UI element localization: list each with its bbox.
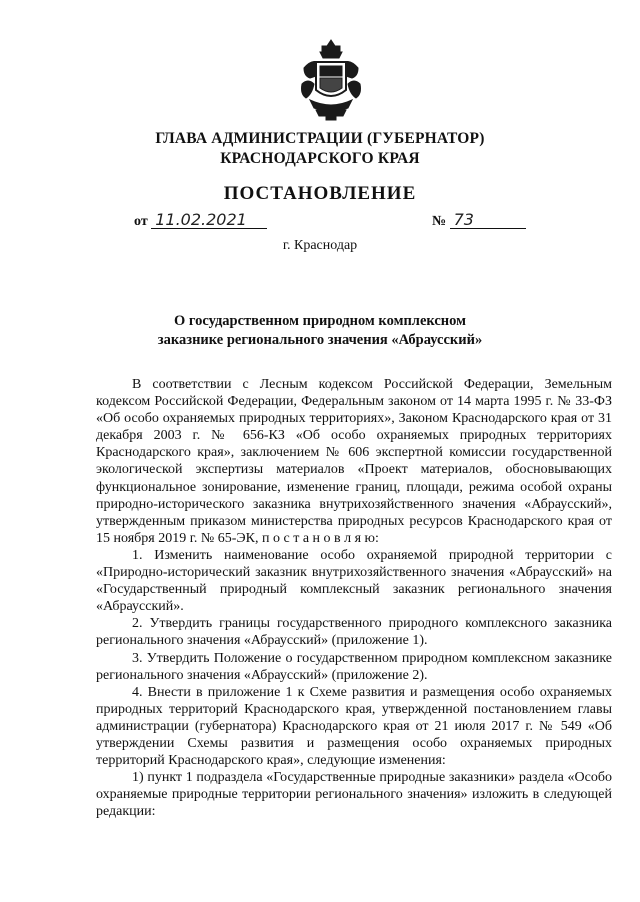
intro-paragraph: В соответствии с Лесным кодексом Российской Федерации, Земельным кодексом Российской Федерации, Федеральным законом от 14 марта 1995 г. № 33-ФЗ «Об особо охраняемых природных территориях», Законом Краснодарского края от 31 декабря 2003 г. № 656-КЗ «Об особо охраняемых природных территориях Краснодарского края», заключением № 606 экспертной комиссии государственной экологической экспертизы материалов «Проект материалов, обосновывающих функциональное зонирование, изменение границ, площади, режима особой охраны природно-исторического заказника внутрихозяйственного значения «Абраусский», утвержденным приказом министерства природных ресурсов Краснодарского края от 15 ноября 2019 г. № 65-ЭК, п о с т а н о в л я ю:	[96, 377, 612, 546]
krasnodar-coat-of-arms-icon	[296, 38, 366, 122]
paragraph-3: 3. Утвердить Положение о государственном природном комплексном заказнике регионального значения «Абраусский» (приложение 2).	[96, 650, 612, 683]
number-value: 73	[450, 212, 526, 229]
city-line: г. Краснодар	[282, 238, 358, 253]
title-line2: заказнике регионального значения «Абраусский»	[157, 332, 483, 348]
date-value: 11.02.2021	[151, 212, 267, 229]
paragraph-1: 1. Изменить наименование особо охраняемой природной территории с «Природно-исторический заказник внутрихозяйственного значения «Абраусский» на «Государственный природный комплексный заказник регионального значения «Абраусский».	[96, 547, 612, 615]
date-line	[134, 212, 267, 230]
authority-name-line2: КРАСНОДАРСКОГО КРАЯ	[220, 150, 420, 167]
number-line	[432, 212, 526, 230]
document-body	[96, 376, 612, 820]
document-title	[0, 312, 640, 350]
title-line1: О государственном природном комплексном	[173, 313, 467, 329]
number-label: №	[432, 214, 447, 229]
paragraph-2: 2. Утвердить границы государственного природного комплексного заказника регионального значения «Абраусский» (приложение 1).	[96, 616, 612, 649]
document-type-heading: ПОСТАНОВЛЕНИЕ	[223, 183, 417, 204]
paragraph-4: 4. Внести в приложение 1 к Схеме развития и размещения особо охраняемых природных территорий Краснодарского края, утвержденной постановлением главы администрации (губернатора) Краснодарского края от 21 июля 2017 г. № 549 «Об утверждении Схемы развития и размещения особо охраняемых природных территорий Краснодарского края», следующие изменения:	[96, 684, 612, 769]
date-label: от	[134, 214, 148, 229]
paragraph-5: 1) пункт 1 подраздела «Государственные природные заказники» раздела «Особо охраняемые природные территории регионального значения» изложить в следующей редакции:	[96, 770, 612, 820]
authority-name-line1: ГЛАВА АДМИНИСТРАЦИИ (ГУБЕРНАТОР)	[155, 130, 485, 147]
